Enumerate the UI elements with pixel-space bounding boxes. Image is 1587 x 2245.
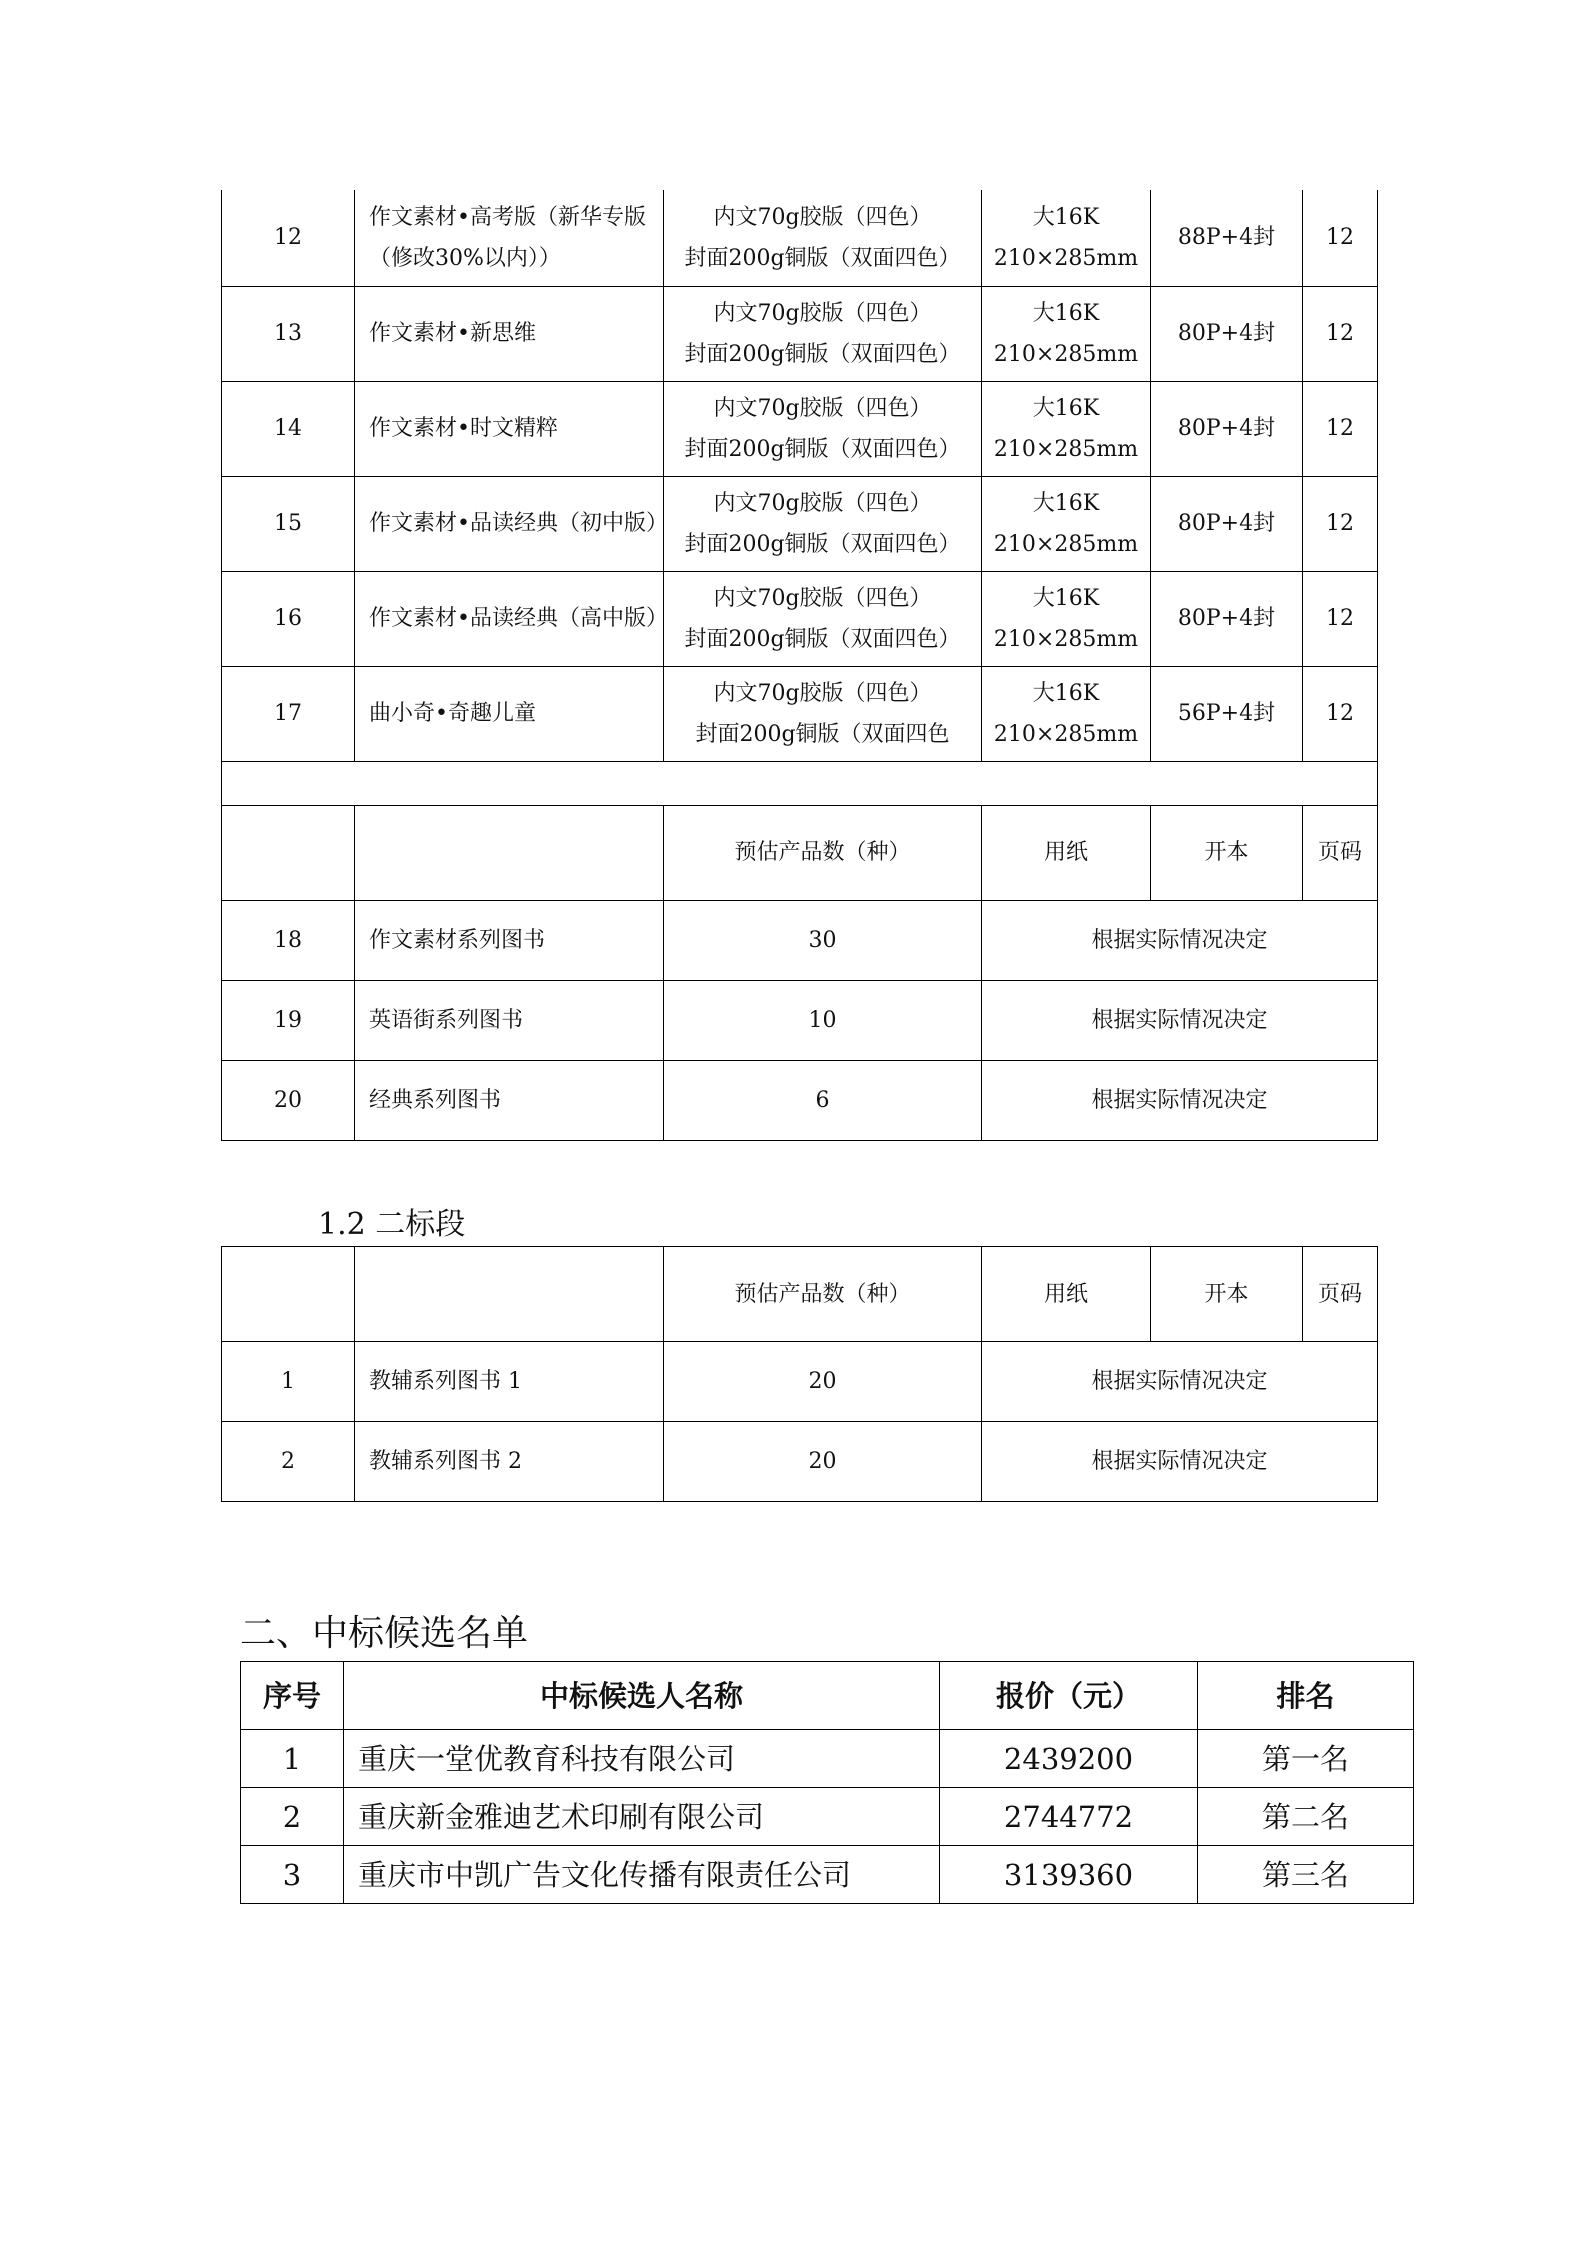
row-count: 6: [664, 1060, 982, 1140]
row-no: 1: [222, 1342, 355, 1422]
row-count: 10: [664, 980, 982, 1060]
table-row: [222, 666, 1378, 761]
table-row: [222, 1060, 1378, 1140]
header-format: 开本: [1151, 805, 1303, 900]
row-no: 2: [222, 1422, 355, 1502]
section-1-2-table: [221, 1246, 1378, 1502]
table-row: [222, 980, 1378, 1060]
row-no: 19: [222, 980, 355, 1060]
row-note: 根据实际情况决定: [982, 980, 1378, 1060]
row-paper: 内文70g胶版（四色） 封面200g铜版（双面四色: [664, 666, 982, 761]
table-row: [222, 1422, 1378, 1502]
row-format: 大16K 210×285mm: [982, 476, 1151, 571]
header-name: 中标候选人名称: [344, 1662, 940, 1730]
row-no: 2: [241, 1788, 344, 1846]
table-row: [222, 1342, 1378, 1422]
row-format: 大16K 210×285mm: [982, 571, 1151, 666]
header-rank: 排名: [1198, 1662, 1414, 1730]
row-format: 大16K 210×285mm: [982, 286, 1151, 381]
row-name: 曲小奇•奇趣儿童: [355, 666, 664, 761]
row-name: 重庆新金雅迪艺术印刷有限公司: [344, 1788, 940, 1846]
row-count: 20: [664, 1422, 982, 1502]
row-price: 2439200: [940, 1730, 1198, 1788]
table-row: [222, 476, 1378, 571]
row-name: 重庆一堂优教育科技有限公司: [344, 1730, 940, 1788]
empty-cell: [222, 1247, 355, 1342]
row-qty: 12: [1303, 190, 1378, 286]
row-qty: 12: [1303, 666, 1378, 761]
row-note: 根据实际情况决定: [982, 900, 1378, 980]
row-no: 1: [241, 1730, 344, 1788]
row-rank: 第二名: [1198, 1788, 1414, 1846]
row-paper: 内文70g胶版（四色） 封面200g铜版（双面四色）: [664, 190, 982, 286]
table-header-row: [222, 1247, 1378, 1342]
row-name: 经典系列图书: [355, 1060, 664, 1140]
row-no: 12: [222, 190, 355, 286]
row-count: 20: [664, 1342, 982, 1422]
row-no: 16: [222, 571, 355, 666]
row-format: 大16K 210×285mm: [982, 190, 1151, 286]
table-header-row: [222, 805, 1378, 900]
row-paper: 内文70g胶版（四色） 封面200g铜版（双面四色）: [664, 476, 982, 571]
table-row: [241, 1788, 1414, 1846]
table-row: [241, 1730, 1414, 1788]
row-name: 作文素材•新思维: [355, 286, 664, 381]
row-no: 17: [222, 666, 355, 761]
row-pages: 56P+4封: [1151, 666, 1303, 761]
row-no: 20: [222, 1060, 355, 1140]
row-pages: 80P+4封: [1151, 476, 1303, 571]
row-name: 英语街系列图书: [355, 980, 664, 1060]
header-paper: 用纸: [982, 805, 1151, 900]
row-count: 30: [664, 900, 982, 980]
row-pages: 80P+4封: [1151, 381, 1303, 476]
table-row: [222, 190, 1378, 286]
header-format: 开本: [1151, 1247, 1303, 1342]
header-price: 报价（元）: [940, 1662, 1198, 1730]
header-count: 预估产品数（种）: [664, 805, 982, 900]
header-count: 预估产品数（种）: [664, 1247, 982, 1342]
section-2-title: 二、中标候选名单: [240, 1613, 529, 1654]
row-name: 作文素材系列图书: [355, 900, 664, 980]
candidates-table: [240, 1661, 1414, 1904]
table-row: [241, 1846, 1414, 1904]
row-name: 作文素材•品读经典（高中版）: [355, 571, 664, 666]
row-name: 教辅系列图书 1: [355, 1342, 664, 1422]
row-qty: 12: [1303, 476, 1378, 571]
row-no: 15: [222, 476, 355, 571]
row-name: 作文素材•时文精粹: [355, 381, 664, 476]
row-no: 18: [222, 900, 355, 980]
header-paper: 用纸: [982, 1247, 1151, 1342]
section-1-2-title: 1.2 二标段: [318, 1207, 466, 1242]
empty-cell: [222, 805, 355, 900]
row-pages: 80P+4封: [1151, 571, 1303, 666]
row-price: 2744772: [940, 1788, 1198, 1846]
table-row: [222, 381, 1378, 476]
header-pages: 页码: [1303, 805, 1378, 900]
row-no: 14: [222, 381, 355, 476]
row-qty: 12: [1303, 571, 1378, 666]
header-no: 序号: [241, 1662, 344, 1730]
row-format: 大16K 210×285mm: [982, 381, 1151, 476]
products-table: [221, 190, 1378, 1141]
row-no: 13: [222, 286, 355, 381]
row-name: 教辅系列图书 2: [355, 1422, 664, 1502]
row-qty: 12: [1303, 381, 1378, 476]
row-name: 作文素材•高考版（新华专版（修改30%以内））: [355, 190, 664, 286]
row-paper: 内文70g胶版（四色） 封面200g铜版（双面四色）: [664, 286, 982, 381]
row-rank: 第三名: [1198, 1846, 1414, 1904]
row-pages: 88P+4封: [1151, 190, 1303, 286]
row-pages: 80P+4封: [1151, 286, 1303, 381]
row-name: 作文素材•品读经典（初中版）: [355, 476, 664, 571]
row-qty: 12: [1303, 286, 1378, 381]
row-no: 3: [241, 1846, 344, 1904]
row-note: 根据实际情况决定: [982, 1342, 1378, 1422]
row-format: 大16K 210×285mm: [982, 666, 1151, 761]
empty-cell: [355, 805, 664, 900]
row-note: 根据实际情况决定: [982, 1060, 1378, 1140]
empty-cell: [222, 761, 1378, 805]
table-row: [222, 571, 1378, 666]
empty-cell: [355, 1247, 664, 1342]
table-header-row: [241, 1662, 1414, 1730]
row-price: 3139360: [940, 1846, 1198, 1904]
row-paper: 内文70g胶版（四色） 封面200g铜版（双面四色）: [664, 381, 982, 476]
table-row: [222, 900, 1378, 980]
row-rank: 第一名: [1198, 1730, 1414, 1788]
row-name: 重庆市中凯广告文化传播有限责任公司: [344, 1846, 940, 1904]
row-note: 根据实际情况决定: [982, 1422, 1378, 1502]
header-pages: 页码: [1303, 1247, 1378, 1342]
table-row: [222, 286, 1378, 381]
spacer-row: [222, 761, 1378, 805]
row-paper: 内文70g胶版（四色） 封面200g铜版（双面四色）: [664, 571, 982, 666]
